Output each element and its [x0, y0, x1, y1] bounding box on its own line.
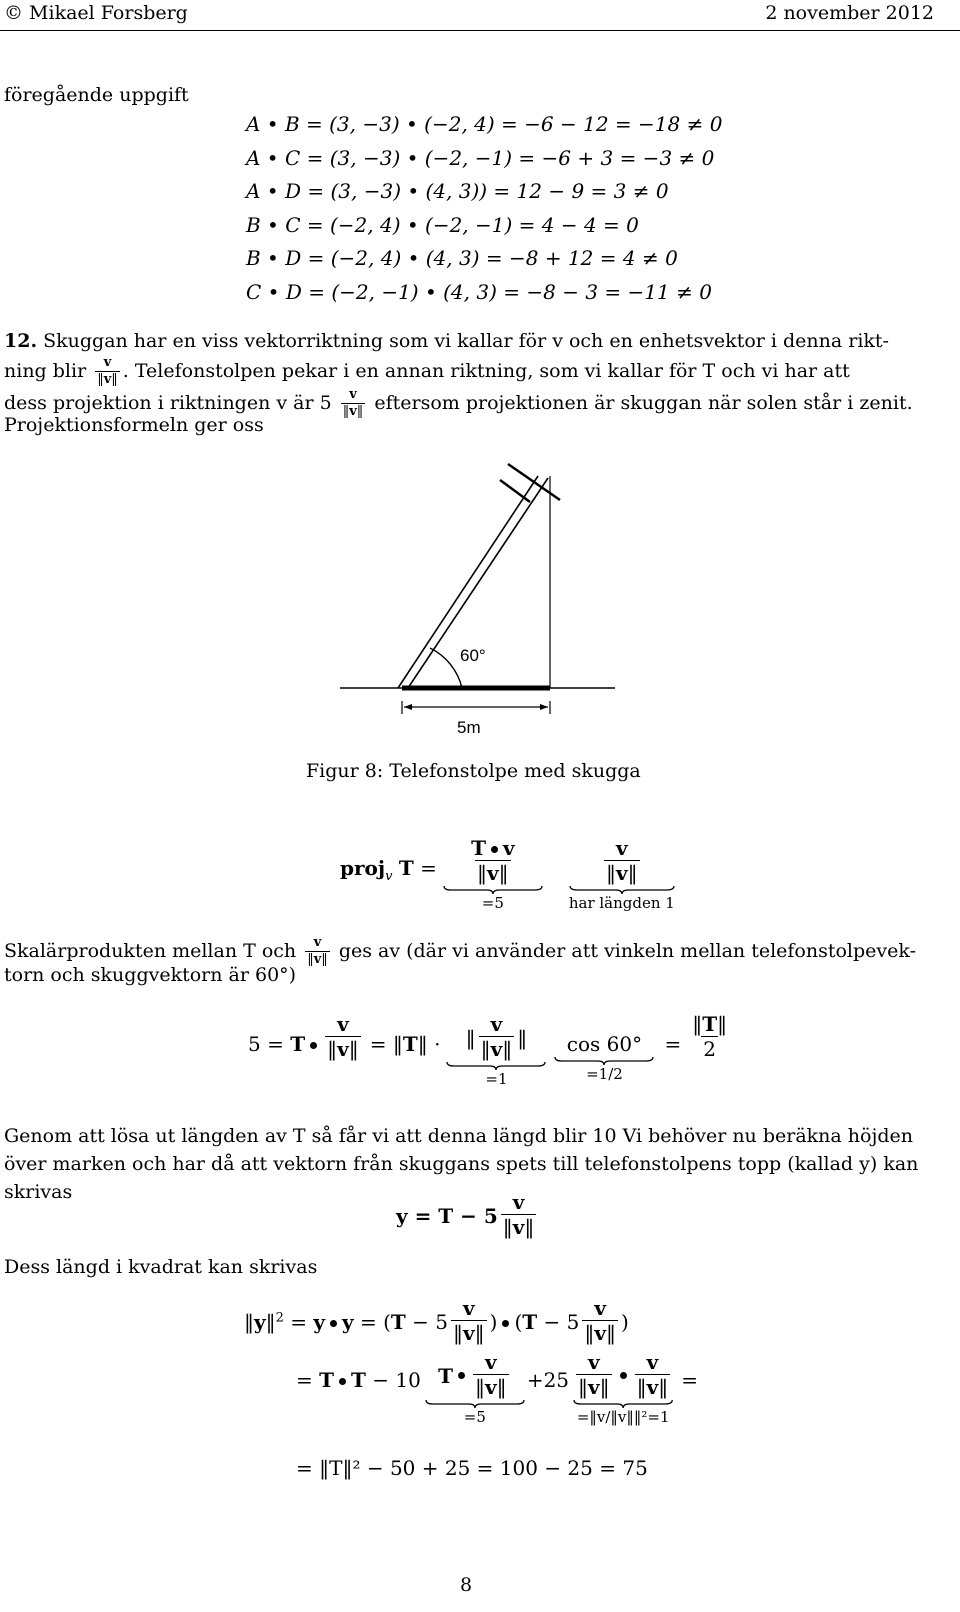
dot-product-list: [246, 108, 722, 309]
unit-vector-fraction: $\frac{v}{‖v‖}$: [342, 387, 364, 419]
unit-vector-fraction: $\frac{v}{‖v‖}$: [307, 935, 328, 967]
problem-line-2: ning blir $\frac{v}{‖v‖}$ . Telefonstolpen pekar i en annan riktning, som vi kallar för T och vi har att: [4, 355, 850, 387]
dot-product-line: A • B = (3, −3) • (−2, 4) = −6 − 12 = −18 ≠ 0: [246, 112, 723, 136]
dot-product-line: B • C = (−2, 4) • (−2, −1) = 4 − 4 = 0: [246, 212, 639, 237]
page-number: 8: [460, 1574, 473, 1596]
problem-line-4: Projektionsformeln ger oss: [4, 414, 264, 436]
length-label: 5m: [457, 718, 481, 737]
telephone-pole-figure: [320, 456, 630, 746]
square-line-3: = ‖T‖² − 50 + 25 = 100 − 25 = 75: [296, 1456, 648, 1480]
problem-line-3: dess projektion i riktningen v är 5 $\frac{v}{‖v‖}$ eftersom projektionen är skuggan när solen står i zenit.: [4, 387, 913, 419]
figure-caption: Figur 8: Telefonstolpe med skugga: [306, 760, 641, 782]
header-rule: [0, 30, 960, 31]
equation-five: 5 = T $\frac{v}{‖v‖}$ = ‖T‖ · ‖ $\frac{v}{‖v‖}$ ‖ =1 cos 60° =1/2 = $\frac{‖T‖}{2}$: [248, 1012, 728, 1088]
crossbar: [500, 480, 530, 502]
scalar-line-2: torn och skuggvektorn är 60°): [4, 964, 297, 986]
arrow-left-icon: [404, 704, 412, 710]
solve-paragraph: Genom att lösa ut längden av T så får vi att denna längd blir 10 Vi behöver nu beräkna höjden över marken och har då att vektorn från skuggans spets till telefonstolpens topp (kallad y) kan skrivas: [4, 1125, 919, 1203]
square-line-1: ‖y‖$^2$ = y y = (T − 5 $\frac{v}{‖v‖}$ ) (T − 5 $\frac{v}{‖v‖}$ ): [244, 1296, 629, 1345]
square-line-2: = T T − 10 T $\frac{v}{‖v‖}$ =5 +25 $\frac{v}{‖v‖}$ $\frac{v}{‖v‖}$ =‖v/‖v‖‖²=1 =: [296, 1350, 699, 1426]
angle-label: 60°: [460, 646, 486, 665]
problem-line-1: 12. Skuggan har en viss vektorriktning som vi kallar för v och en enhetsvektor i denna rikt-: [4, 330, 889, 352]
arrow-right-icon: [540, 704, 548, 710]
problem-number: 12.: [4, 330, 38, 352]
brace-group: cos 60° =1/2: [554, 1032, 654, 1083]
scalar-line-1: Skalärprodukten mellan T och $\frac{v}{‖v‖}$ ges av (där vi använder att vinkeln mellan telefonstolpevek-: [4, 935, 916, 967]
angle-arc: [430, 648, 462, 688]
brace-group: ‖ $\frac{v}{‖v‖}$ ‖ =1: [446, 1014, 546, 1088]
brace-group: $\frac{\text{T v}}{‖v‖}$ =5: [443, 838, 543, 912]
projection-formula: proj$_v$ T = $\frac{\text{T v}}{‖v‖}$ =5 $\frac{v}{‖v‖}$ har längden 1: [340, 836, 675, 912]
crossbar: [508, 464, 560, 500]
brace-group: $\frac{v}{‖v‖}$ har längden 1: [568, 836, 675, 912]
header-date: 2 november 2012: [765, 2, 934, 24]
square-intro: Dess längd i kvadrat kan skrivas: [4, 1256, 318, 1278]
unit-vector-fraction: $\frac{v}{‖v‖}$: [97, 355, 118, 387]
header-author: © Mikael Forsberg: [4, 2, 188, 24]
dot-product-line: A • C = (3, −3) • (−2, −1) = −6 + 3 = −3 ≠ 0: [246, 145, 715, 170]
brace-group: T $\frac{v}{‖v‖}$ =5: [425, 1352, 525, 1426]
brace-group: $\frac{v}{‖v‖}$ $\frac{v}{‖v‖}$ =‖v/‖v‖‖²=1: [573, 1352, 673, 1426]
dot-product-line: A • D = (3, −3) • (4, 3)) = 12 − 9 = 3 ≠ 0: [246, 179, 669, 203]
dot-product-line: C • D = (−2, −1) • (4, 3) = −8 − 3 = −11 ≠ 0: [246, 279, 712, 304]
dot-product-line: B • D = (−2, 4) • (4, 3) = −8 + 12 = 4 ≠ 0: [246, 246, 678, 270]
intro-text: föregående uppgift: [4, 84, 189, 106]
y-equation: y = T − 5 $\frac{v}{‖v‖}$: [396, 1190, 535, 1239]
